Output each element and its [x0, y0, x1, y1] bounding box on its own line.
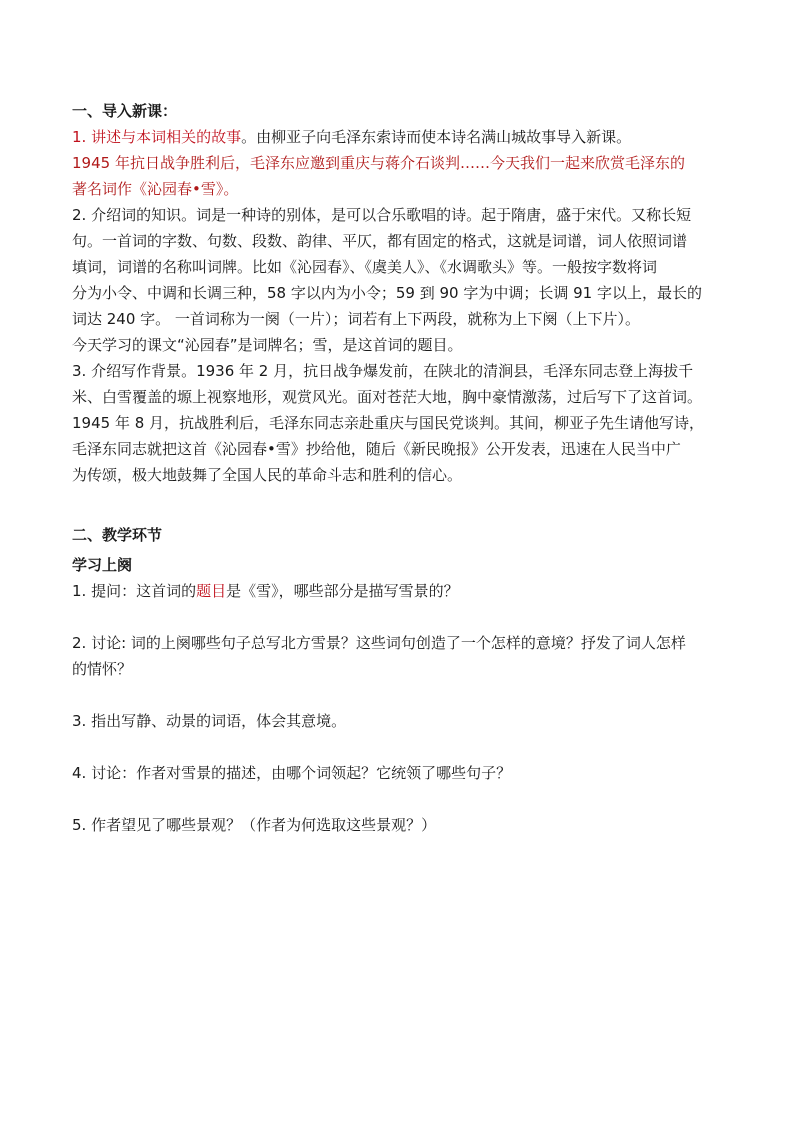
question-gap: [72, 734, 724, 760]
item2-line: 句。一首词的字数、句数、段数、韵律、平仄，都有固定的格式，这就是词谱，词人依照词谱: [72, 232, 688, 250]
item1-rest: 。由柳亚子向毛泽东索诗而使本诗名满山城故事导入新课。: [241, 128, 632, 146]
item3-line: 1945 年 8 月，抗战胜利后，毛泽东同志亲赴重庆与国民党谈判。其间，柳亚子先生请他写诗，: [72, 414, 705, 432]
q2-line: 2. 讨论: 词的上阕哪些句子总写北方雪景？这些词句创造了一个怎样的意境？抒发了词人怎样: [72, 634, 686, 652]
item2-line: 词达 240 字。 一首词称为一阕（一片）；词若有上下两段，就称为上下阕（上下片）。: [72, 310, 640, 328]
story-line-2: 著名词作《沁园春•雪》。: [72, 180, 239, 198]
section-gap: [72, 488, 724, 522]
item3-line: 为传颂，极大地鼓舞了全国人民的革命斗志和胜利的信心。: [72, 466, 463, 484]
section1-item3: [72, 358, 724, 488]
q1-before: 1. 提问：这首词的: [72, 582, 197, 600]
question-5: 5. 作者望见了哪些景观？（作者为何选取这些景观？）: [72, 816, 437, 834]
question-3: 3. 指出写静、动景的词语，体会其意境。: [72, 712, 347, 730]
item1-lead: 1. 讲述与本词相关的故事: [72, 128, 242, 146]
item3-line: 毛泽东同志就把这首《沁园春•雪》抄给他，随后《新民晚报》公开发表，迅速在人民当中广: [72, 440, 681, 458]
item3-line: 3. 介绍写作背景。1936 年 2 月，抗日战争爆发前，在陕北的清涧县，毛泽东同志登上海拔千: [72, 362, 694, 380]
question-gap: [72, 786, 724, 812]
document-page: [72, 98, 724, 838]
item3-line: 米、白雪覆盖的塬上视察地形，观赏风光。面对苍茫大地，胸中豪情激荡，过后写下了这首词。: [72, 388, 703, 406]
section1-item1: [72, 124, 724, 150]
item2-line: 填词，词谱的名称叫词牌。比如《沁园春》、《虞美人》、《水调歌头》等。一般按字数将词: [72, 258, 658, 276]
section1-item2: [72, 202, 724, 358]
section1-heading: 一、导入新课：: [72, 102, 178, 120]
item2-line: 今天学习的课文“沁园春”是词牌名；雪，是这首词的题目。: [72, 336, 463, 354]
item2-line: 2. 介绍词的知识。词是一种诗的别体，是可以合乐歌唱的诗。起于隋唐，盛于宋代。又称长短: [72, 206, 692, 224]
item2-line: 分为小令、中调和长调三种，58 字以内为小令；59 到 90 字为中调；长调 91 字以上，最长的: [72, 284, 702, 302]
section2-subheading: 学习上阕: [72, 556, 133, 574]
question-4: 4. 讨论：作者对雪景的描述，由哪个词领起？它统领了哪些句子？: [72, 764, 512, 782]
q1-highlight: 题目: [196, 582, 227, 600]
story-line-1: 1945 年抗日战争胜利后，毛泽东应邀到重庆与蒋介石谈判……今天我们一起来欣赏毛泽东的: [72, 154, 685, 172]
q2-line: 的情怀？: [72, 660, 133, 678]
question-2: [72, 630, 724, 682]
q1-after: 是《雪》，哪些部分是描写雪景的？: [226, 582, 459, 600]
section2-heading: 二、教学环节: [72, 526, 163, 544]
question-gap: [72, 682, 724, 708]
question-gap: [72, 604, 724, 630]
question-1: [72, 578, 724, 604]
